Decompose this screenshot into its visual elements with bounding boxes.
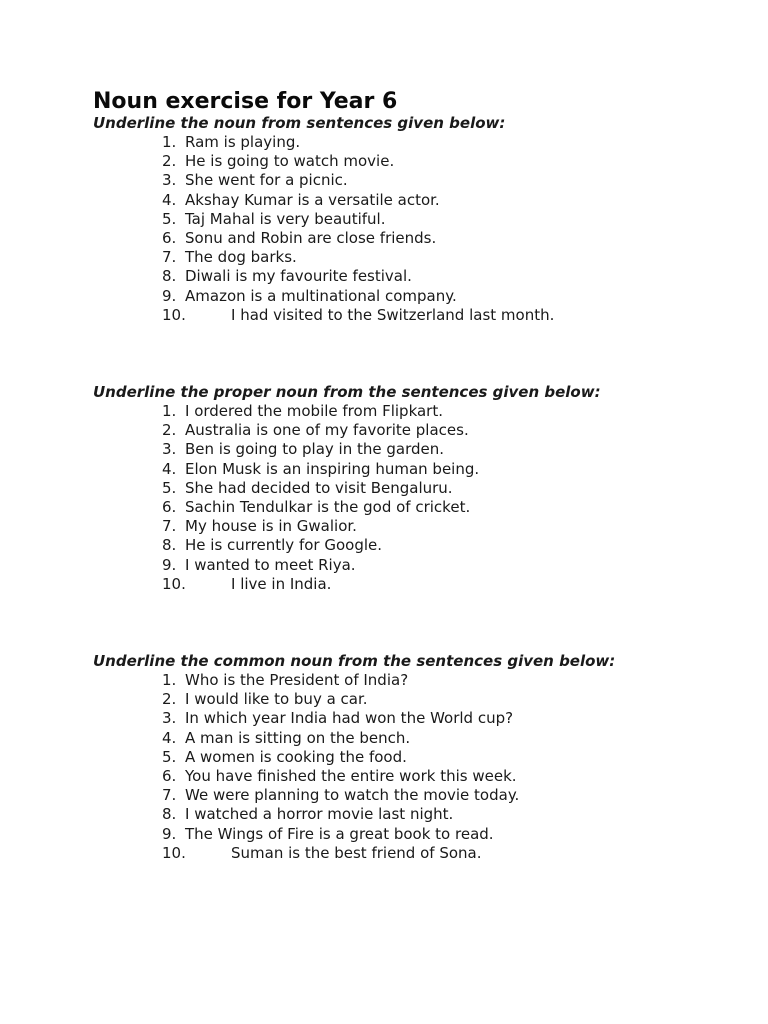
item-number: 2.	[162, 421, 177, 440]
list-item	[93, 191, 753, 210]
item-number: 6.	[162, 766, 177, 785]
sentence-list	[93, 402, 753, 594]
item-text: Ram is playing.	[185, 133, 301, 151]
list-item	[93, 479, 753, 498]
item-number: 8.	[162, 536, 177, 555]
item-number: 4.	[162, 459, 177, 478]
list-item	[93, 152, 753, 171]
section-heading: Underline the common noun from the sentences given below:	[93, 652, 616, 670]
item-number: 8.	[162, 805, 177, 824]
item-number: 7.	[162, 517, 177, 536]
list-item	[93, 287, 753, 306]
item-text: The Wings of Fire is a great book to read.	[185, 824, 494, 843]
item-text: A women is cooking the food.	[185, 747, 407, 766]
list-item	[93, 556, 753, 575]
list-item	[93, 248, 753, 267]
list-item	[93, 210, 753, 229]
item-text: Who is the President of India?	[185, 671, 409, 689]
sentence-list	[93, 671, 753, 863]
item-text: He is currently for Google.	[185, 536, 383, 555]
list-item	[93, 421, 753, 440]
item-text: I live in India.	[231, 574, 332, 593]
item-number: 8.	[162, 267, 177, 286]
item-text: She had decided to visit Bengaluru.	[185, 478, 453, 497]
exercise-section-proper-noun	[93, 383, 753, 594]
list-item	[93, 171, 753, 190]
list-item	[93, 440, 753, 459]
item-text: You have finished the entire work this week.	[185, 766, 517, 785]
item-text: I watched a horror movie last night.	[185, 805, 454, 824]
item-number: 3.	[162, 709, 177, 728]
item-number: 10.	[162, 305, 186, 324]
item-text: I had visited to the Switzerland last month.	[231, 305, 555, 324]
item-text: Elon Musk is an inspiring human being.	[185, 459, 480, 478]
item-text: We were planning to watch the movie today.	[185, 786, 520, 805]
item-text: Suman is the best friend of Sona.	[231, 843, 482, 862]
section-heading: Underline the noun from sentences given below:	[93, 114, 506, 132]
list-item	[93, 536, 753, 555]
item-text: Australia is one of my favorite places.	[185, 421, 469, 440]
item-text: He is going to watch movie.	[185, 152, 395, 171]
list-item	[93, 498, 753, 517]
item-text: The dog barks.	[185, 248, 297, 267]
list-item	[93, 267, 753, 286]
item-text: Sachin Tendulkar is the god of cricket.	[185, 497, 471, 516]
item-text: I wanted to meet Riya.	[185, 555, 356, 574]
item-text: I would like to buy a car.	[185, 690, 368, 709]
list-item	[93, 844, 753, 863]
list-item	[93, 729, 753, 748]
item-number: 2.	[162, 690, 177, 709]
item-number: 1.	[162, 133, 177, 151]
list-item	[93, 460, 753, 479]
item-number: 6.	[162, 497, 177, 516]
list-item	[93, 786, 753, 805]
item-number: 1.	[162, 671, 177, 689]
item-number: 4.	[162, 190, 177, 209]
item-number: 9.	[162, 286, 177, 305]
document-title: Noun exercise for Year 6	[93, 89, 398, 114]
item-number: 5.	[162, 478, 177, 497]
item-text: Ben is going to play in the garden.	[185, 440, 445, 459]
item-number: 5.	[162, 209, 177, 228]
item-number: 3.	[162, 440, 177, 459]
list-item	[93, 748, 753, 767]
list-item	[93, 575, 753, 594]
item-number: 9.	[162, 824, 177, 843]
item-text: My house is in Gwalior.	[185, 517, 357, 536]
list-item	[93, 671, 753, 690]
item-number: 7.	[162, 786, 177, 805]
item-number: 7.	[162, 248, 177, 267]
item-text: I ordered the mobile from Flipkart.	[185, 402, 443, 420]
list-item	[93, 402, 753, 421]
item-text: Akshay Kumar is a versatile actor.	[185, 190, 440, 209]
item-number: 4.	[162, 728, 177, 747]
exercise-section-common-noun	[93, 652, 753, 863]
sentence-list	[93, 133, 753, 325]
item-number: 10.	[162, 574, 186, 593]
item-text: Sonu and Robin are close friends.	[185, 228, 437, 247]
list-item	[93, 709, 753, 728]
list-item	[93, 690, 753, 709]
item-number: 9.	[162, 555, 177, 574]
exercise-section-noun	[93, 114, 753, 325]
list-item	[93, 306, 753, 325]
list-item	[93, 229, 753, 248]
item-number: 3.	[162, 171, 177, 190]
list-item	[93, 517, 753, 536]
section-heading: Underline the proper noun from the sentences given below:	[93, 383, 601, 401]
list-item	[93, 805, 753, 824]
item-text: Taj Mahal is very beautiful.	[185, 209, 386, 228]
item-text: She went for a picnic.	[185, 171, 348, 190]
list-item	[93, 767, 753, 786]
item-text: In which year India had won the World cup?	[185, 709, 514, 728]
list-item	[93, 825, 753, 844]
list-item	[93, 133, 753, 152]
item-number: 10.	[162, 843, 186, 862]
item-number: 6.	[162, 228, 177, 247]
item-text: Diwali is my favourite festival.	[185, 267, 412, 286]
item-text: A man is sitting on the bench.	[185, 728, 411, 747]
item-number: 2.	[162, 152, 177, 171]
item-number: 1.	[162, 402, 177, 420]
item-text: Amazon is a multinational company.	[185, 286, 457, 305]
item-number: 5.	[162, 747, 177, 766]
